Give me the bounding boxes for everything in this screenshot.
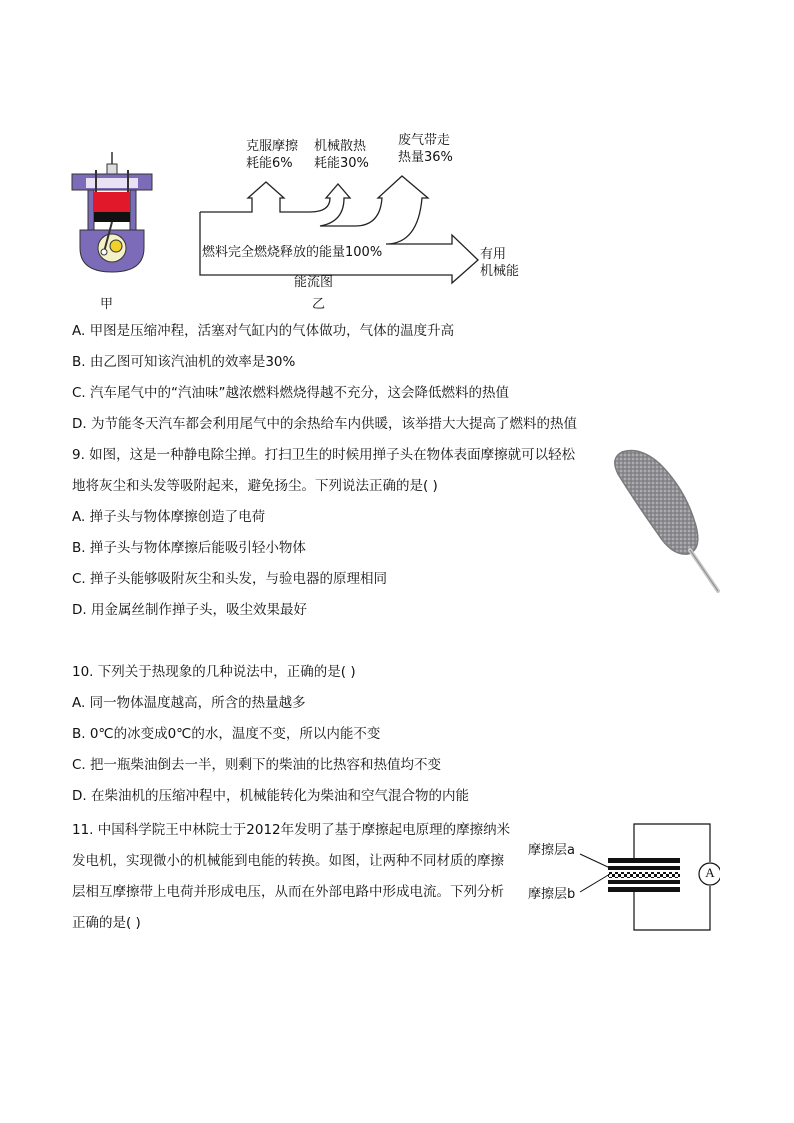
- nanogenerator-circuit: [600, 820, 720, 935]
- q8-option-a: A. 甲图是压缩冲程，活塞对气缸内的气体做功，气体的温度升高: [72, 323, 455, 339]
- engine-cylinder-figure: [66, 150, 156, 275]
- q8-option-b: B. 由乙图可知该汽油机的效率是30%: [72, 354, 296, 370]
- q9-stem-line1: 9. 如图，这是一种静电除尘掸。打扫卫生的时候用掸子头在物体表面摩擦就可以轻松: [72, 447, 576, 463]
- q10-option-b: B. 0℃的冰变成0℃的水，温度不变，所以内能不变: [72, 726, 381, 742]
- duster-image: [600, 446, 725, 596]
- branch-exhaust-label: 废气带走 热量36%: [398, 133, 453, 165]
- friction-layer-b-label: 摩擦层b: [528, 887, 576, 902]
- ammeter-symbol: A: [705, 865, 715, 880]
- q8-option-d: D. 为节能冬天汽车都会利用尾气中的余热给车内供暖，该举措大大提高了燃料的热值: [72, 416, 577, 432]
- friction-layer-a-label: 摩擦层a: [528, 843, 575, 858]
- q11-stem: 11. 中国科学院王中林院士于2012年发明了基于摩擦起电原理的摩擦纳米发电机，实现微小的机械能到电能的转换。如图，让两种不同材质的摩擦层相互摩擦带上电荷并形成电压，从而在外部电路中形成电流。下列分析正确的是( ): [72, 822, 511, 931]
- label-pointers: [578, 848, 614, 898]
- q9-option-c: C. 掸子头能够吸附灰尘和头发，与验电器的原理相同: [72, 571, 388, 587]
- q10-option-a: A. 同一物体温度越高，所含的热量越多: [72, 695, 306, 711]
- branch-friction-label: 克服摩擦 耗能6%: [246, 139, 299, 171]
- q9-option-b: B. 掸子头与物体摩擦后能吸引轻小物体: [72, 540, 306, 556]
- q10-stem: 10. 下列关于热现象的几种说法中，正确的是( ): [72, 664, 356, 680]
- q8-option-c: C. 汽车尾气中的“汽油味”越浓燃料燃烧得越不充分，这会降低燃料的热值: [72, 385, 509, 401]
- q10-option-c: C. 把一瓶柴油倒去一半，则剩下的柴油的比热容和热值均不变: [72, 757, 442, 773]
- figure-label-jia: 甲: [100, 297, 114, 312]
- q9-stem-line2: 地将灰尘和头发等吸附起来，避免扬尘。下列说法正确的是( ): [72, 478, 438, 494]
- energy-flow-diagram: [190, 170, 490, 285]
- figure-caption: 能流图: [294, 275, 334, 290]
- figure-label-yi: 乙: [312, 297, 326, 312]
- q10-option-d: D. 在柴油机的压缩冲程中，机械能转化为柴油和空气混合物的内能: [72, 788, 469, 804]
- useful-energy-label: 有用 机械能: [480, 247, 520, 279]
- total-energy-label: 燃料完全燃烧释放的能量100%: [202, 245, 383, 260]
- q9-option-d: D. 用金属丝制作掸子头，吸尘效果最好: [72, 602, 307, 618]
- q9-option-a: A. 掸子头与物体摩擦创造了电荷: [72, 509, 266, 525]
- branch-heat-label: 机械散热 耗能30%: [314, 139, 369, 171]
